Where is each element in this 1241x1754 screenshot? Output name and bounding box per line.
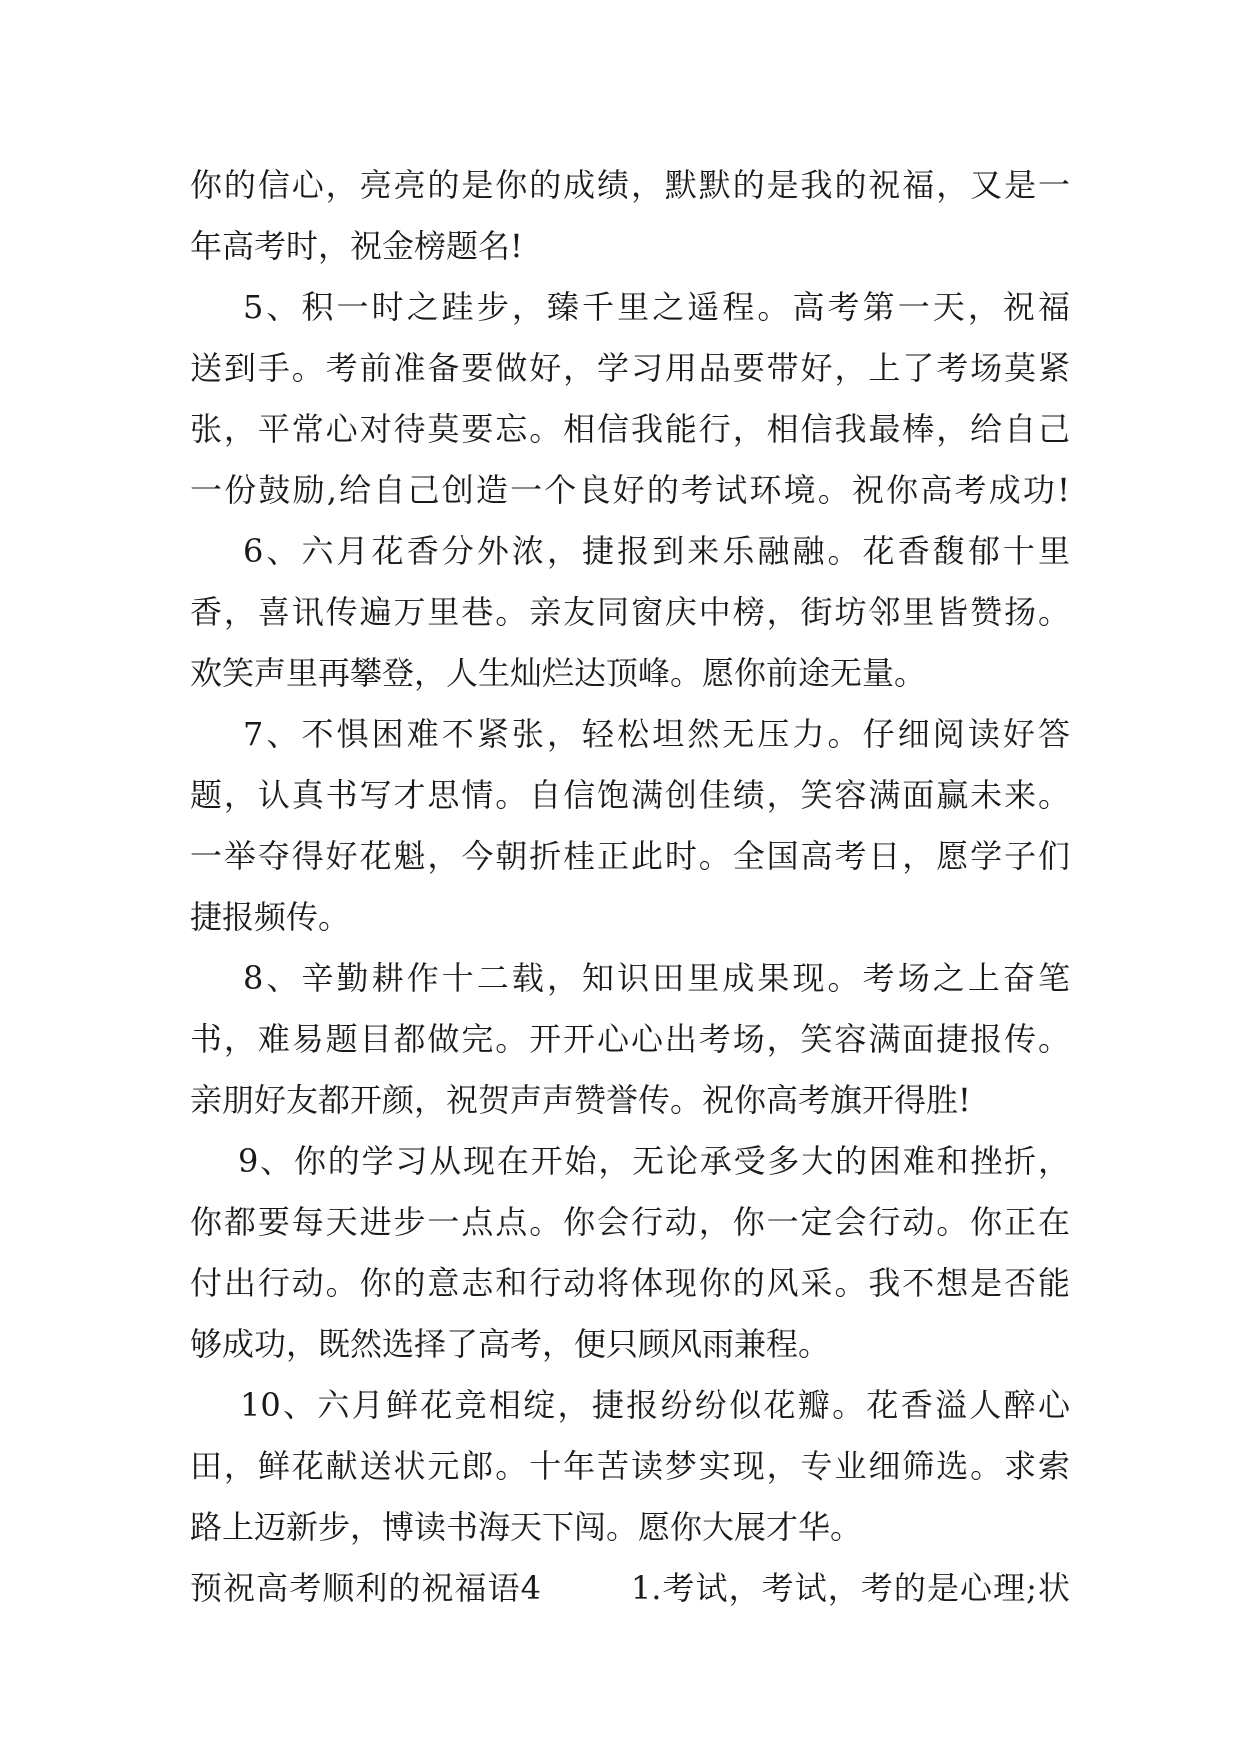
text-line: 你都要每天进步一点点。你会行动，你一定会行动。你正在: [190, 1203, 1070, 1241]
text-line: 一份鼓励,给自己创造一个良好的考试环境。祝你高考成功!: [190, 471, 1070, 509]
text-line: 年高考时，祝金榜题名!: [190, 227, 523, 265]
text-line: 你的信心，亮亮的是你的成绩，默默的是我的祝福，又是一: [190, 166, 1070, 204]
text-line: 香，喜讯传遍万里巷。亲友同窗庆中榜，街坊邻里皆赞扬。: [190, 593, 1070, 631]
document-body: [190, 155, 1070, 1619]
text-line: 题，认真书写才思情。自信饱满创佳绩，笑容满面赢未来。: [190, 776, 1070, 814]
text-line: 够成功，既然选择了高考，便只顾风雨兼程。: [190, 1325, 831, 1363]
text-line: 路上迈新步，博读书海天下闯。愿你大展才华。: [190, 1508, 863, 1546]
text-line: 8、辛勤耕作十二载，知识田里成果现。考场之上奋笔: [190, 959, 1070, 997]
text-line: 亲朋好友都开颜，祝贺声声赞誉传。祝你高考旗开得胜!: [190, 1081, 971, 1119]
text-line: 5、积一时之跬步，臻千里之遥程。高考第一天，祝福: [190, 288, 1070, 326]
text-line: 送到手。考前准备要做好，学习用品要带好，上了考场莫紧: [190, 349, 1070, 387]
text-line: 欢笑声里再攀登，人生灿烂达顶峰。愿你前途无量。: [190, 654, 927, 692]
text-line: 一举夺得好花魁，今朝折桂正此时。全国高考日，愿学子们: [190, 837, 1070, 875]
text-line: 9、你的学习从现在开始，无论承受多大的困难和挫折，: [190, 1142, 1070, 1180]
text-line: 10、六月鲜花竞相绽，捷报纷纷似花瓣。花香溢人醉心: [190, 1386, 1070, 1424]
text-line: 张，平常心对待莫要忘。相信我能行，相信我最棒，给自己: [190, 410, 1070, 448]
text-line: 6、六月花香分外浓，捷报到来乐融融。花香馥郁十里: [190, 532, 1070, 570]
text-line: 预祝高考顺利的祝福语4 1.考试，考试，考的是心理;状: [190, 1569, 1070, 1607]
text-line: 田，鲜花献送状元郎。十年苦读梦实现，专业细筛选。求索: [190, 1447, 1070, 1485]
text-line: 付出行动。你的意志和行动将体现你的风采。我不想是否能: [190, 1264, 1070, 1302]
text-line: 捷报频传。: [190, 898, 351, 936]
text-line: 书，难易题目都做完。开开心心出考场，笑容满面捷报传。: [190, 1020, 1070, 1058]
text-line: 7、不惧困难不紧张，轻松坦然无压力。仔细阅读好答: [190, 715, 1070, 753]
